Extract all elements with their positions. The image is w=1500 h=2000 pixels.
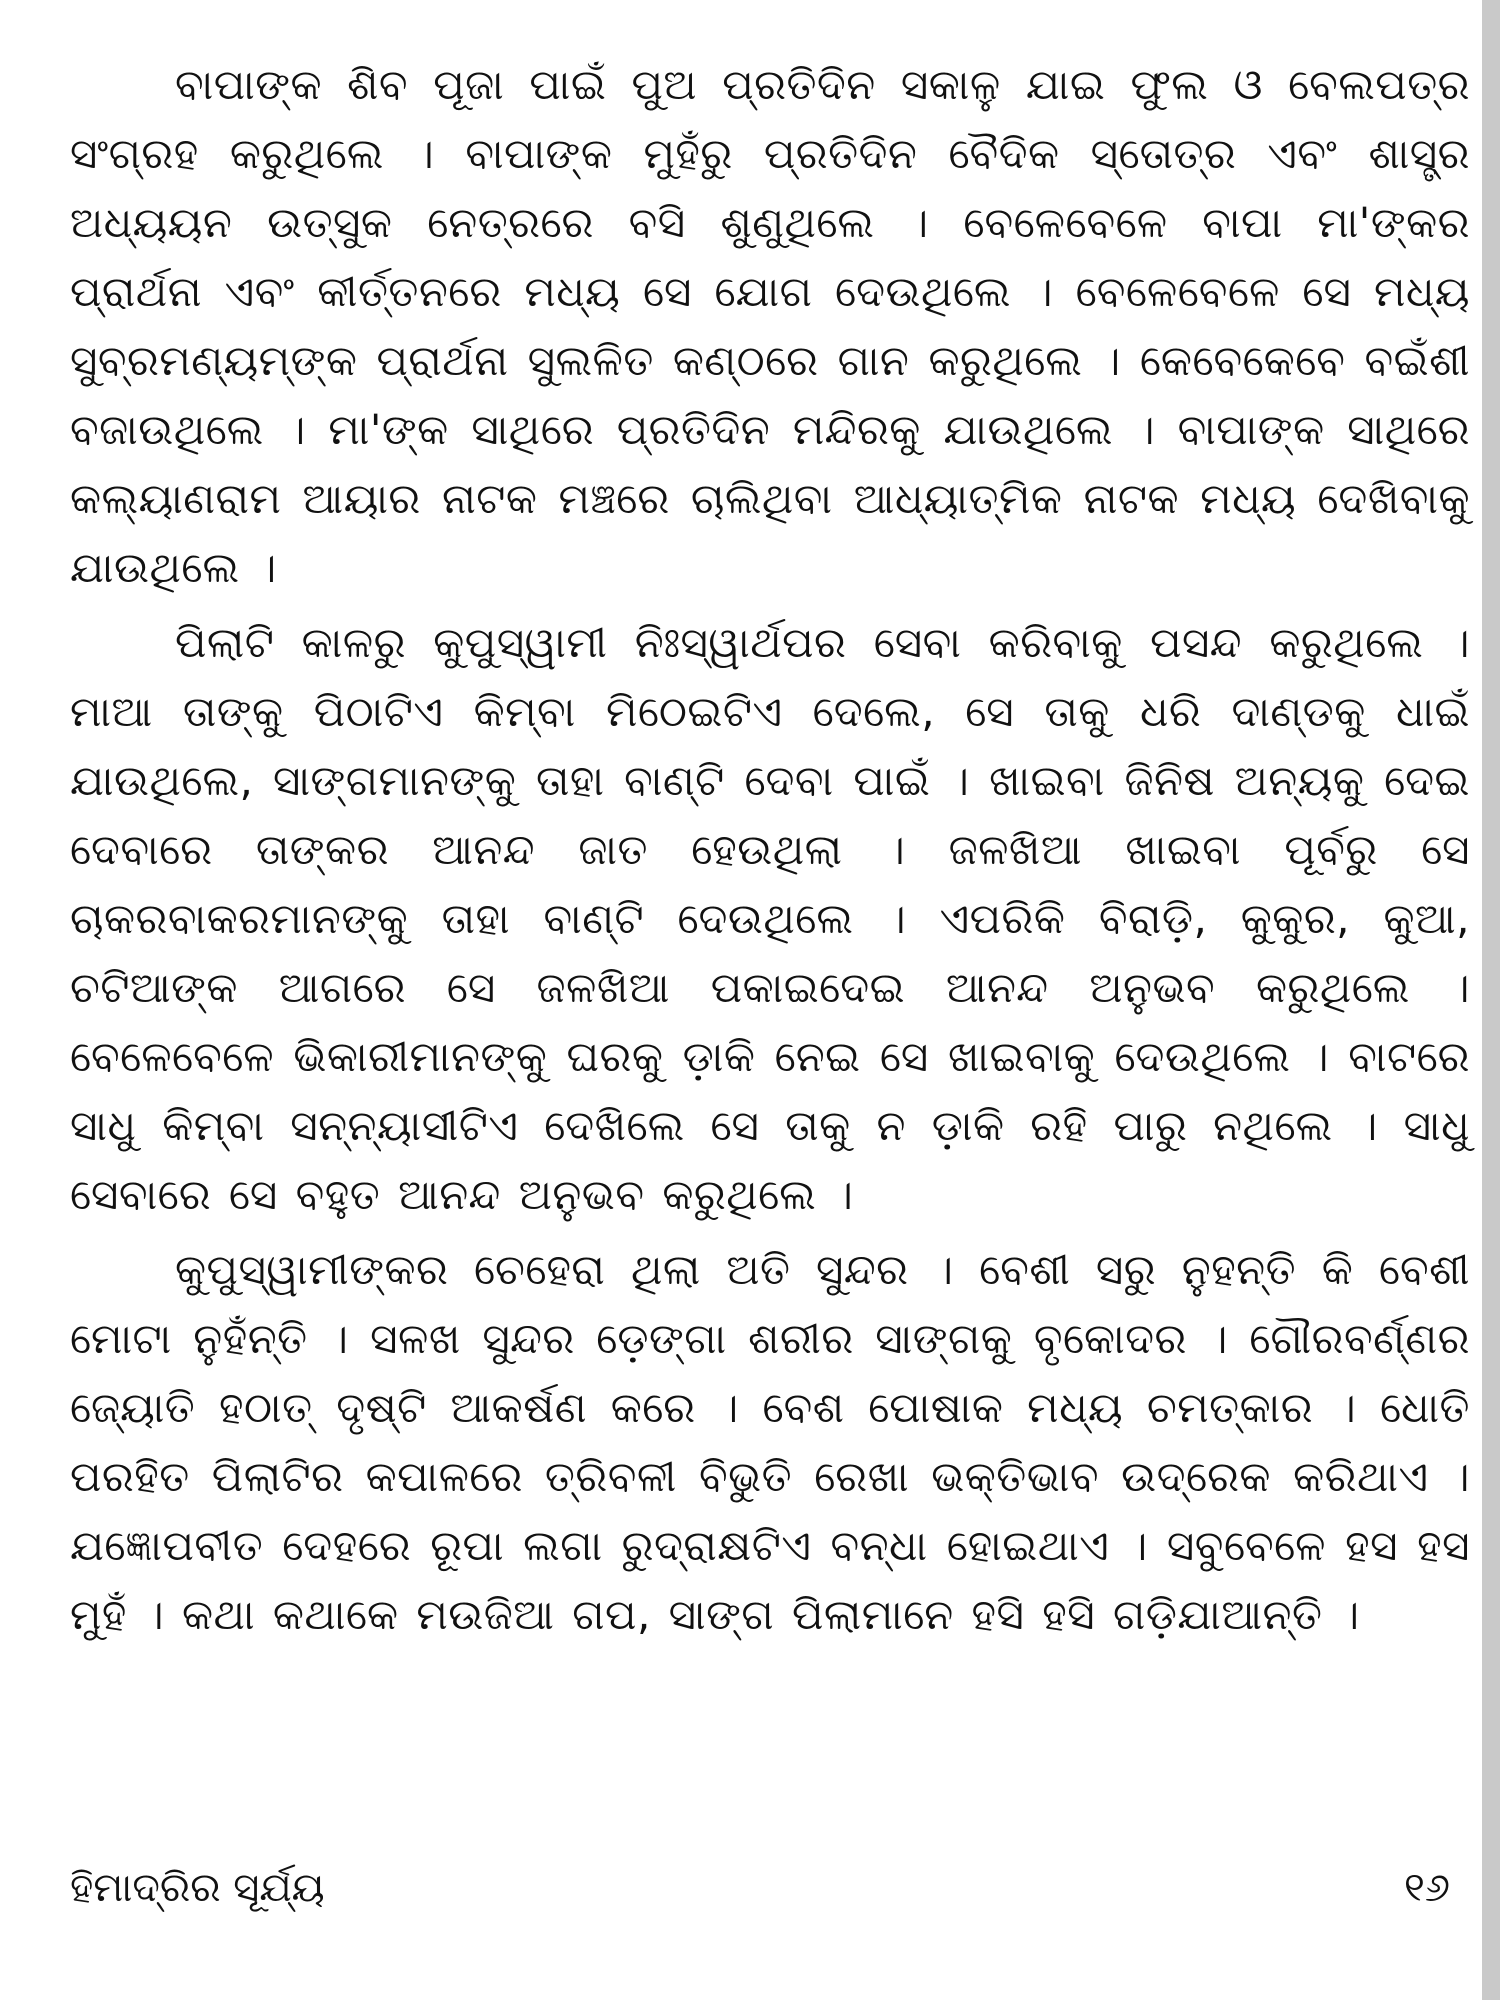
paragraph-1: ବାପାଙ୍କ ଶିବ ପୂଜା ପାଇଁ ପୁଅ ପ୍ରତିଦିନ ସକାଳୁ ଯାଇ ଫୁଲ ଓ ବେଲପତ୍ର ସଂଗ୍ରହ କରୁଥିଲେ । ବାପାଙ୍କ ମୁହଁରୁ ପ୍ରତିଦିନ ବୈଦିକ ସ୍ତୋତ୍ର ଏବଂ ଶାସ୍ତ୍ର ଅଧ୍ୟୟନ ଉତ୍ସୁକ ନେତ୍ରରେ ବସି ଶୁଣୁଥିଲେ । ବେଳେବେଳେ ବାପା ମା'ଙ୍କର ପ୍ରାର୍ଥନା ଏବଂ କୀର୍ତ୍ତନରେ ମଧ୍ୟ ସେ ଯୋଗ ଦେଉଥିଲେ । ବେଳେବେଳେ ସେ ମଧ୍ୟ ସୁବ୍ରମଣ୍ୟମ୍‌ଙ୍କ ପ୍ରାର୍ଥନା ସୁଲଳିତ କଣ୍ଠରେ ଗାନ କରୁଥିଲେ । କେବେକେବେ ବଇଁଶୀ ବଜାଉଥିଲେ । ମା'ଙ୍କ ସାଥିରେ ପ୍ରତିଦିନ ମନ୍ଦିରକୁ ଯାଉଥିଲେ । ବାପାଙ୍କ ସାଥିରେ କଲ୍ୟାଣରାମ ଆୟାର ନାଟକ ମଞ୍ଚରେ ଚାଲିଥିବା ଆଧ୍ୟାତ୍ମିକ ନାଟକ ମଧ୍ୟ ଦେଖିବାକୁ ଯାଉଥିଲେ । [70, 60, 1470, 592]
running-footer-title: ହିମାଦ୍ରିର ସୂର୍ଯ୍ୟ [70, 1865, 325, 1911]
page-number: ୧୬ [1404, 1865, 1450, 1911]
page-edge-shadow [1482, 0, 1500, 2000]
paragraph-2: ପିଲାଟି କାଳରୁ କୁପୁସ୍ୱାମୀ ନିଃସ୍ୱାର୍ଥପର ସେବା କରିବାକୁ ପସନ୍ଦ କରୁଥିଲେ । ମାଆ ତାଙ୍କୁ ପିଠାଟିଏ କିମ୍ବା ମିଠେଇଟିଏ ଦେଲେ, ସେ ତାକୁ ଧରି ଦାଣ୍ଡକୁ ଧାଇଁ ଯାଉଥିଲେ, ସାଙ୍ଗମାନଙ୍କୁ ତାହା ବାଣ୍ଟି ଦେବା ପାଇଁ । ଖାଇବା ଜିନିଷ ଅନ୍ୟକୁ ଦେଇ ଦେବାରେ ତାଙ୍କର ଆନନ୍ଦ ଜାତ ହେଉଥିଲା । ଜଳଖିଆ ଖାଇବା ପୂର୍ବରୁ ସେ ଚାକରବାକରମାନଙ୍କୁ ତାହା ବାଣ୍ଟି ଦେଉଥିଲେ । ଏପରିକି ବିରାଡ଼ି, କୁକୁର, କୁଆ, ଚଟିଆଙ୍କ ଆଗରେ ସେ ଜଳଖିଆ ପକାଇଦେଇ ଆନନ୍ଦ ଅନୁଭବ କରୁଥିଲେ । ବେଳେବେଳେ ଭିକାରୀମାନଙ୍କୁ ଘରକୁ ଡ଼ାକି ନେଇ ସେ ଖାଇବାକୁ ଦେଉଥିଲେ । ବାଟରେ ସାଧୁ କିମ୍ବା ସନ୍ନ୍ୟାସୀଟିଏ ଦେଖିଲେ ସେ ତାକୁ ନ ଡ଼ାକି ରହି ପାରୁ ନଥିଲେ । ସାଧୁ ସେବାରେ ସେ ବହୁତ ଆନନ୍ଦ ଅନୁଭବ କରୁଥିଲେ । [70, 618, 1470, 1219]
body-text [70, 50, 1470, 1655]
paragraph-3: କୁପୁସ୍ୱାମୀଙ୍କର ଚେହେରା ଥିଲା ଅତି ସୁନ୍ଦର । ବେଶୀ ସରୁ ନୁହନ୍ତି କି ବେଶୀ ମୋଟା ନୁହଁନ୍ତି । ସଳଖ ସୁନ୍ଦର ଡ଼େଙ୍ଗା ଶରୀର ସାଙ୍ଗକୁ ବୃକୋଦର । ଗୌରବର୍ଣ୍ଣର ଜ୍ୟୋତି ହଠାତ୍ ଦୃଷ୍ଟି ଆକର୍ଷଣ କରେ । ବେଶ ପୋଷାକ ମଧ୍ୟ ଚମତ୍କାର । ଧୋତି ପରହିତ ପିଲାଟିର କପାଳରେ ତ୍ରିବଳୀ ବିଭୁତି ରେଖା ଭକ୍ତିଭାବ ଉଦ୍ରେକ କରିଥାଏ । ଯଜ୍ଞୋପବୀତ ଦେହରେ ରୂପା ଲଗା ରୁଦ୍ରାକ୍ଷଟିଏ ବନ୍ଧା ହୋଇଥାଏ । ସବୁବେଳେ ହସ ହସ ମୁହଁ । କଥା କଥାକେ ମଉଜିଆ ଗପ, ସାଙ୍ଗ ପିଲାମାନେ ହସି ହସି ଗଡ଼ିଯାଆନ୍ତି । [70, 1245, 1470, 1639]
